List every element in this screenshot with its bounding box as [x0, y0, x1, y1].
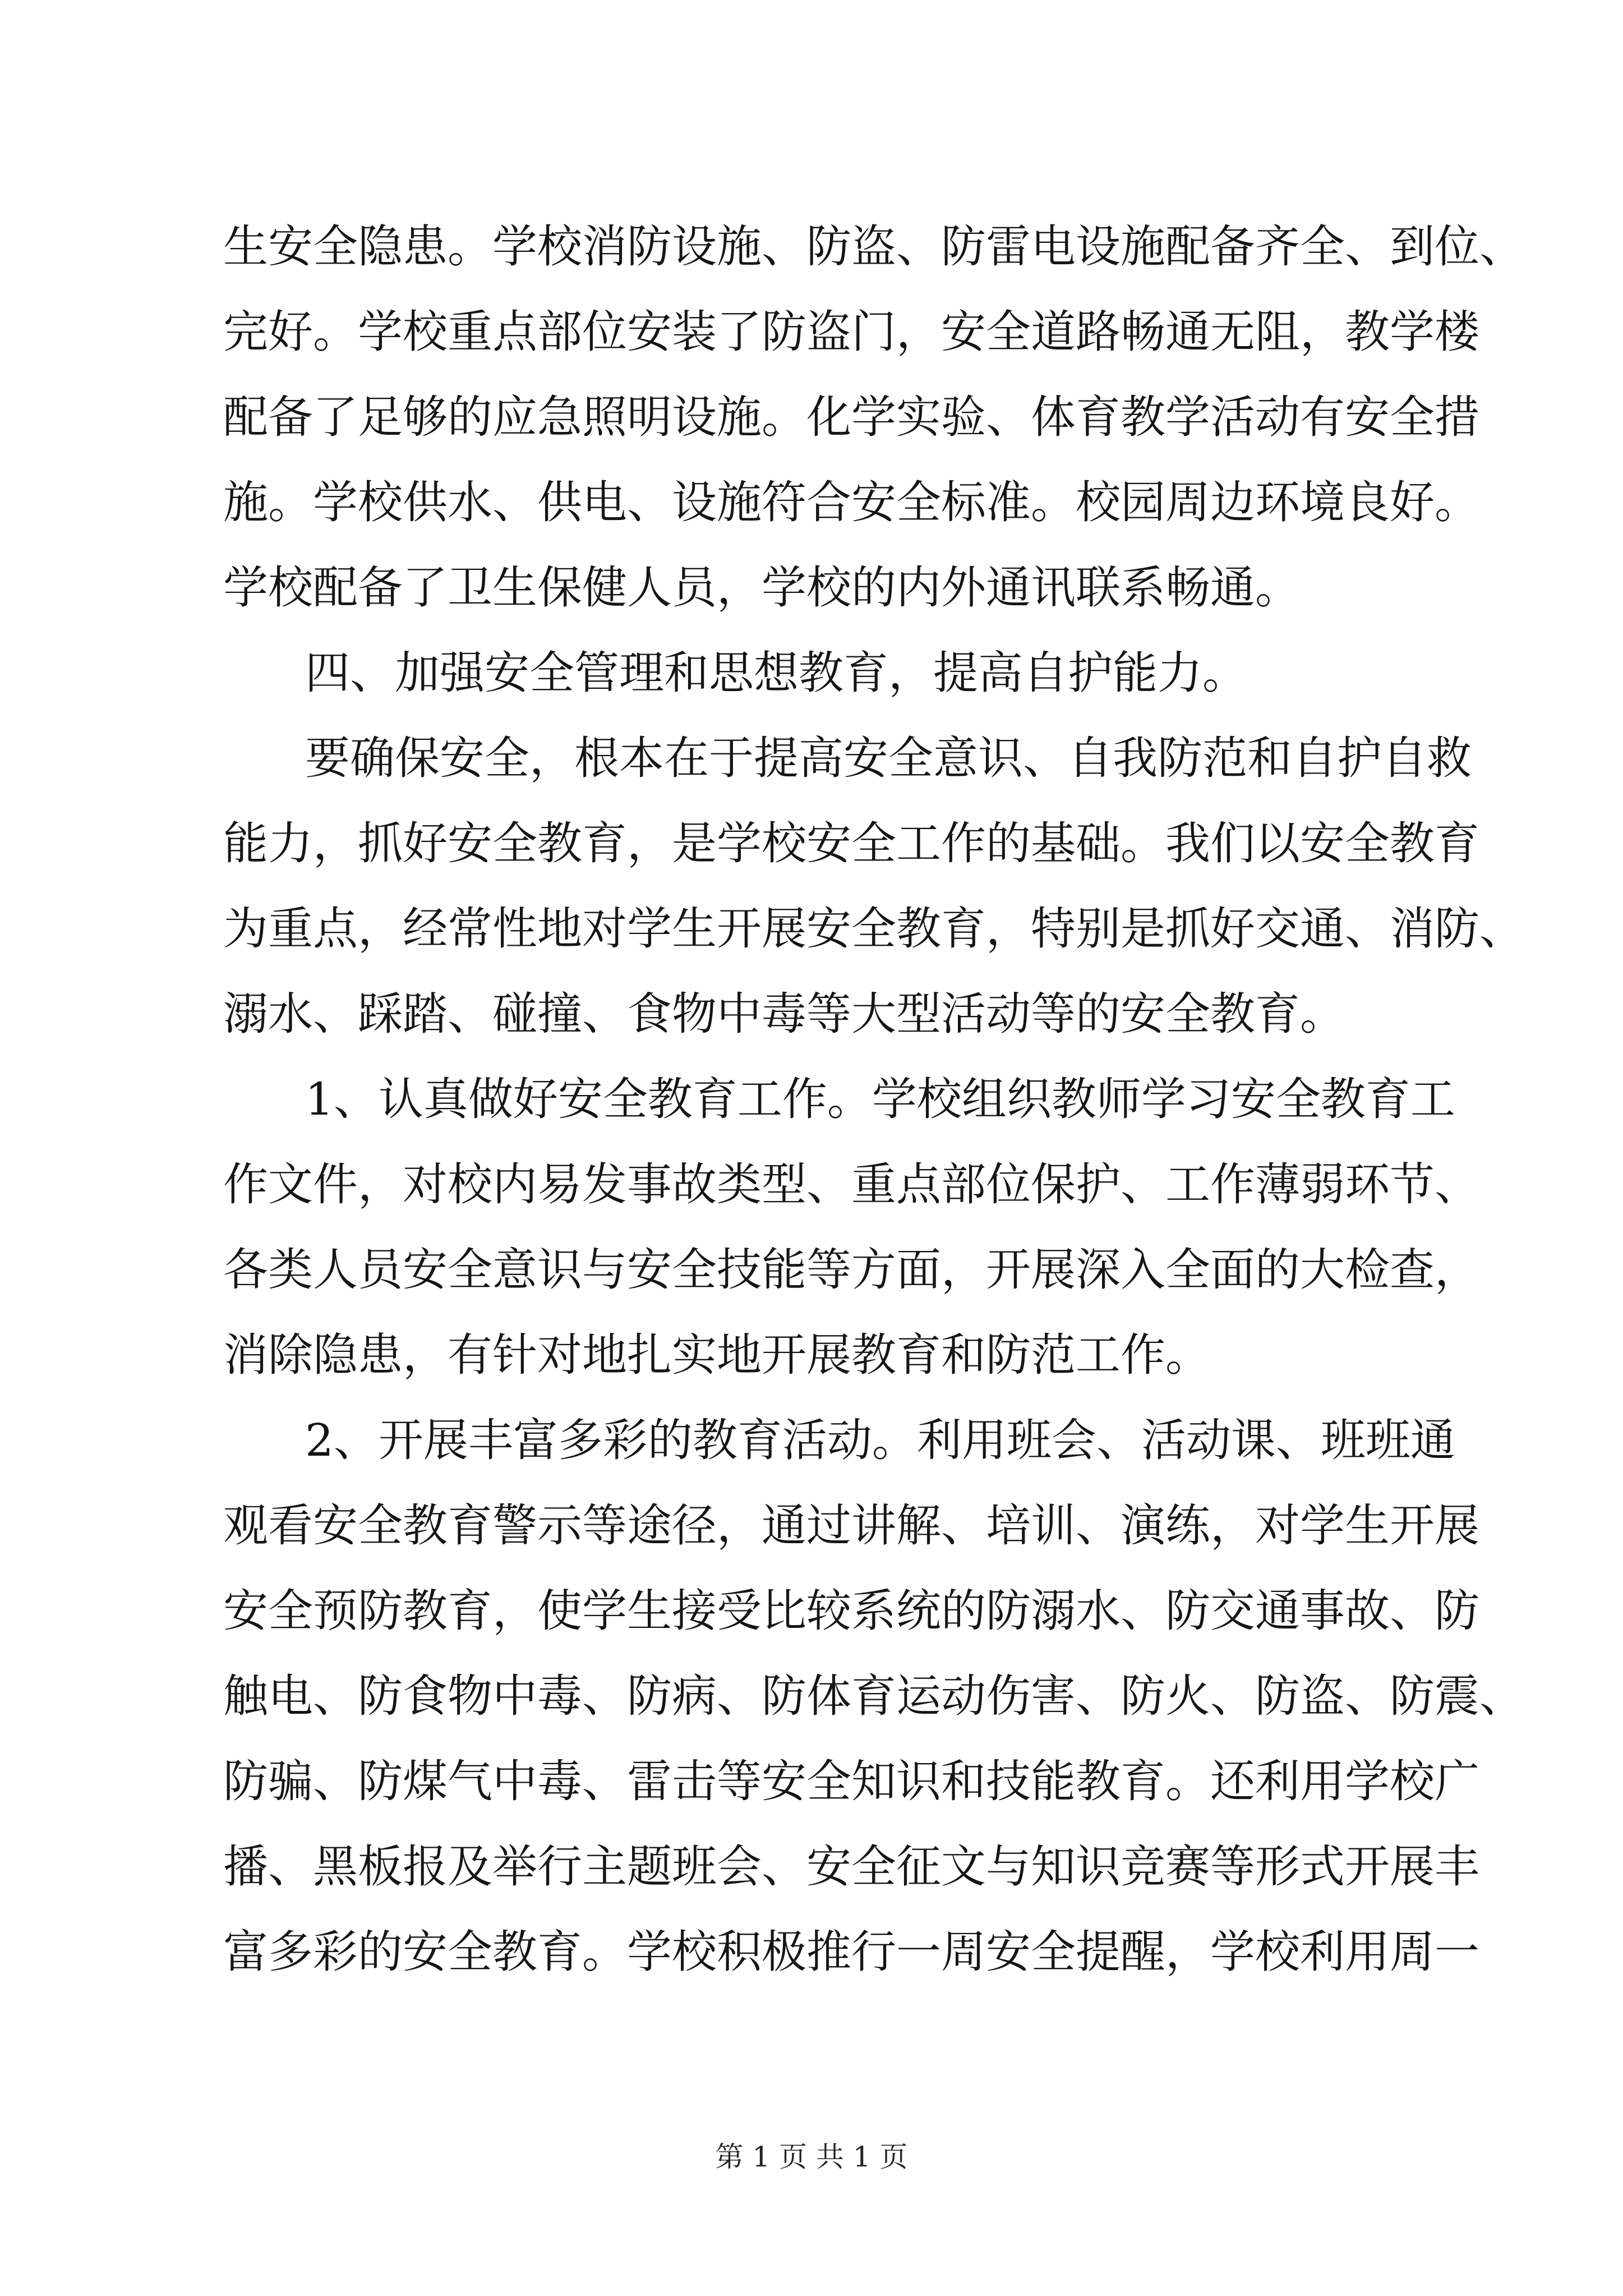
text-line: 各类人员安全意识与安全技能等方面，开展深入全面的大检查， [223, 1244, 1479, 1296]
text-line: 施。学校供水、供电、设施符合安全标准。校园周边环境良好。 [223, 476, 1479, 528]
text-line: 1、认真做好安全教育工作。学校组织教师学习安全教育工 [305, 1073, 1455, 1125]
text-line: 为重点，经常性地对学生开展安全教育，特别是抓好交通、消防、 [223, 903, 1524, 955]
text-line: 消除隐患，有针对地扎实地开展教育和防范工作。 [223, 1329, 1210, 1381]
text-line: 作文件，对校内易发事故类型、重点部位保护、工作薄弱环节、 [223, 1158, 1479, 1211]
text-line: 2、开展丰富多彩的教育活动。利用班会、活动课、班班通 [305, 1414, 1455, 1466]
text-line: 学校配备了卫生保健人员，学校的内外通讯联系畅通。 [223, 562, 1300, 614]
text-line: 能力，抓好安全教育，是学校安全工作的基础。我们以安全教育 [223, 817, 1479, 869]
text-line: 完好。学校重点部位安装了防盗门，安全道路畅通无阻，教学楼 [223, 306, 1479, 358]
text-line: 要确保安全，根本在于提高安全意识、自我防范和自护自救 [305, 732, 1472, 784]
text-line: 配备了足够的应急照明设施。化学实验、体育教学活动有安全措 [223, 391, 1479, 443]
text-line: 安全预防教育，使学生接受比较系统的防溺水、防交通事故、防 [223, 1585, 1479, 1637]
text-line: 溺水、踩踏、碰撞、食物中毒等大型活动等的安全教育。 [223, 988, 1345, 1040]
text-line: 防骗、防煤气中毒、雷击等安全知识和技能教育。还利用学校广 [223, 1755, 1479, 1807]
text-line: 富多彩的安全教育。学校积极推行一周安全提醒，学校利用周一 [223, 1926, 1479, 1978]
text-line: 播、黑板报及举行主题班会、安全征文与知识竞赛等形式开展丰 [223, 1841, 1479, 1893]
text-line: 观看安全教育警示等途径，通过讲解、培训、演练，对学生开展 [223, 1499, 1479, 1552]
page-number-footer: 第 1 页 共 1 页 [715, 2141, 908, 2173]
section-heading: 四、加强安全管理和思想教育，提高自护能力。 [305, 647, 1247, 699]
text-line: 生安全隐患。学校消防设施、防盗、防雷电设施配备齐全、到位、 [223, 220, 1524, 273]
text-line: 触电、防食物中毒、防病、防体育运动伤害、防火、防盗、防震、 [223, 1670, 1524, 1722]
